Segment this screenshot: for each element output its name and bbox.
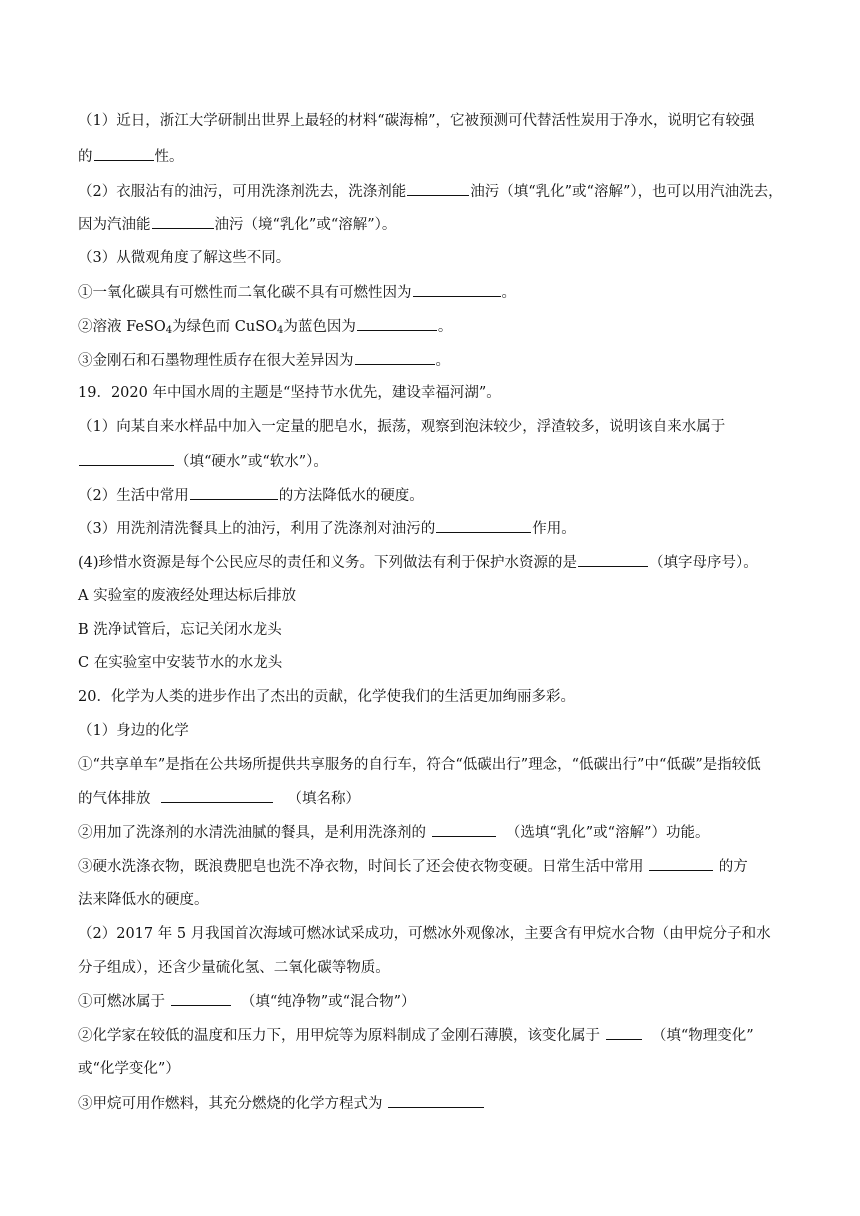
q19-part2 [78, 485, 424, 506]
text: 。 [435, 353, 450, 369]
text: （填字母序号）。 [649, 555, 758, 571]
text: 为绿色而 CuSO [172, 319, 278, 335]
text: ②溶液 FeSO [78, 319, 166, 335]
subscript: 4 [165, 325, 173, 336]
answer-blank[interactable] [355, 350, 435, 365]
q19-part4 [78, 552, 758, 573]
text: 油污（填“乳化”或“溶解”），也可以用汽油洗去， [470, 184, 783, 200]
q20-s2-b-line2 [78, 1059, 180, 1079]
option-text: C 在实验室中安装节水的水龙头 [78, 655, 283, 671]
text: （2）2017 年 5 月我国首次海域可燃冰试采成功，可燃冰外观像冰，主要含有甲烷水合物（由甲烷分子和水 [78, 926, 771, 942]
answer-blank[interactable] [357, 316, 437, 331]
text: （3）从微观角度了解这些不同。 [78, 250, 291, 266]
answer-blank[interactable] [94, 146, 154, 161]
q19-part1-line1 [78, 417, 725, 437]
q20-s2-c [78, 1093, 485, 1114]
subscript: 4 [277, 325, 284, 336]
text: （填“纯净物”或“混合物”） [240, 994, 416, 1010]
text: 。 [501, 285, 516, 301]
answer-blank[interactable] [432, 822, 496, 837]
q18-part1-line1 [78, 111, 755, 131]
answer-blank[interactable] [606, 1025, 642, 1040]
text: （1）向某自来水样品中加入一定量的肥皂水，振荡，观察到泡沫较少，浮渣较多，说明该自来水属于 [78, 419, 726, 435]
q19-part3 [78, 518, 576, 539]
text: 的方 [718, 859, 748, 875]
text: 或“化学变化”） [78, 1061, 180, 1077]
q18-part2-line2 [78, 214, 396, 235]
text: 分子组成），还含少量硫化氢、二氧化碳等物质。 [78, 960, 390, 976]
answer-blank[interactable] [413, 282, 501, 297]
q20-s2-b-line1 [78, 1025, 754, 1046]
text: 因为汽油能 [78, 217, 151, 233]
q20-s2-a [78, 991, 415, 1012]
q18-part1-line2 [78, 146, 184, 167]
text: ③甲烷可用作燃料，其充分燃烧的化学方程式为 [78, 1096, 383, 1112]
q19-option-a [78, 586, 296, 606]
text: （填“物理变化” [651, 1028, 754, 1044]
text: ①可燃冰属于 [78, 994, 165, 1010]
q18-part3-a [78, 282, 516, 303]
text: 的方法降低水的硬度。 [278, 488, 424, 504]
text: 法来降低水的硬度。 [78, 892, 209, 908]
q20-s1-c-line1 [78, 856, 748, 877]
text: 。 [437, 319, 453, 335]
text: 油污（境“乳化”或“溶解”）。 [214, 217, 397, 233]
answer-blank[interactable] [578, 552, 648, 567]
text: （选填“乳化”或“溶解”）功能。 [505, 825, 710, 841]
q19-option-b [78, 620, 282, 640]
text: ①“共享单车”是指在公共场所提供共享服务的自行车，符合“低碳出行”理念，“低碳出行”中“低碳”是指较低 [78, 757, 761, 773]
answer-blank[interactable] [161, 788, 273, 803]
option-text: B 洗净试管后，忘记关闭水龙头 [78, 622, 282, 638]
answer-blank[interactable] [649, 856, 713, 871]
text: 作用。 [532, 521, 576, 537]
q20-title [78, 687, 575, 707]
text: ②用加了洗涤剂的水清洗油腻的餐具，是利用洗涤剂的 [78, 825, 426, 841]
text: 性。 [154, 149, 184, 165]
text: （3）用洗剂清洗餐具上的油污，利用了洗涤剂对油污的 [78, 521, 436, 537]
answer-blank[interactable] [190, 485, 278, 500]
q19-title [78, 383, 501, 403]
answer-blank[interactable] [171, 991, 231, 1006]
q19-part1-line2 [78, 451, 328, 472]
answer-blank[interactable] [79, 451, 174, 466]
q18-part3-c [78, 350, 450, 371]
text: （1）身边的化学 [78, 723, 189, 739]
text: （填“硬水”或“软水”）。 [175, 454, 328, 470]
text: ②化学家在较低的温度和压力下，用甲烷等为原料制成了金刚石薄膜，该变化属于 [78, 1028, 600, 1044]
answer-blank[interactable] [436, 518, 531, 533]
text: (4)珍惜水资源是每个公民应尽的责任和义务。下列做法有利于保护水资源的是 [78, 555, 578, 571]
answer-blank[interactable] [388, 1093, 484, 1108]
q20-s2-line2 [78, 958, 390, 978]
q20-s2-line1 [78, 924, 771, 944]
text: （2）生活中常用 [78, 488, 189, 504]
q20-s1-a-line2 [78, 788, 360, 809]
q20-s1-b [78, 822, 709, 843]
q18-part3 [78, 248, 290, 268]
q20-s1-a-line1 [78, 755, 761, 775]
answer-blank[interactable] [152, 214, 214, 229]
text: （2）衣服沾有的油污，可用洗涤剂洗去，洗涤剂能 [78, 184, 407, 200]
text: ③金刚石和石墨物理性质存在很大差异因为 [78, 353, 354, 369]
text: ①一氧化碳具有可燃性而二氧化碳不具有可燃性因为 [78, 285, 412, 301]
text: （1）近日，浙江大学研制出世界上最轻的材料“碳海棉”，它被预测可代替活性炭用于净水，说明它有较强 [78, 113, 755, 129]
answer-blank[interactable] [407, 181, 469, 196]
q20-section1-heading [78, 721, 189, 741]
text: 为蓝色因为 [283, 319, 356, 335]
option-text: A 实验室的废液经处理达标后排放 [78, 588, 297, 604]
q20-s1-c-line2 [78, 890, 209, 910]
q18-part3-b [78, 316, 452, 341]
question-title: 19．2020 年中国水周的主题是“坚持节水优先，建设幸福河湖”。 [78, 385, 501, 401]
q19-option-c [78, 653, 282, 673]
text: 的 [78, 149, 93, 165]
text: 的气体排放 [78, 791, 151, 807]
text: ③硬水洗涤衣物，既浪费肥皂也洗不净衣物，时间长了还会使衣物变硬。日常生活中常用 [78, 859, 644, 875]
q18-part2-line1 [78, 181, 783, 202]
text: （填名称） [287, 791, 361, 807]
question-title: 20．化学为人类的进步作出了杰出的贡献，化学使我们的生活更加绚丽多彩。 [78, 689, 575, 705]
